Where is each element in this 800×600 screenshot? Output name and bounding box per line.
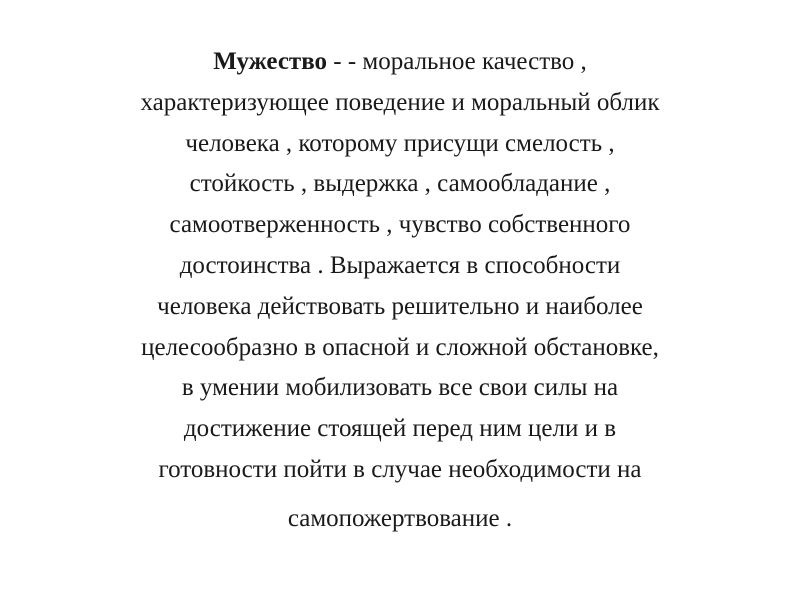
definition-line-11: готовности пойти в случае необходимости на <box>158 455 642 483</box>
definition-paragraph <box>20 42 780 547</box>
definition-line-9: в умении мобилизовать все свои силы на <box>181 374 619 402</box>
definition-line-3: человека , которому присущи смелость , <box>185 129 615 157</box>
definition-line-12: самопожертвование . <box>287 504 513 532</box>
defined-term: Мужество <box>213 48 328 75</box>
definition-line-1-text: - - моральное качество , <box>327 48 587 75</box>
definition-line-7: человека действовать решительно и наиболее <box>157 292 643 320</box>
definition-line-5: самоотверженность , чувство собственного <box>169 211 631 239</box>
definition-line-10: достижение стоящей перед ним цели и в <box>183 415 617 443</box>
definition-line-2: характеризующее поведение и моральный облик <box>140 88 660 116</box>
definition-line-8: целесообразно в опасной и сложной обстановке, <box>141 333 659 361</box>
definition-line-4: стойкость , выдержка , самообладание , <box>189 170 611 198</box>
definition-line-1 <box>20 42 780 83</box>
definition-line-6: достоинства . Выражается в способности <box>179 251 621 279</box>
